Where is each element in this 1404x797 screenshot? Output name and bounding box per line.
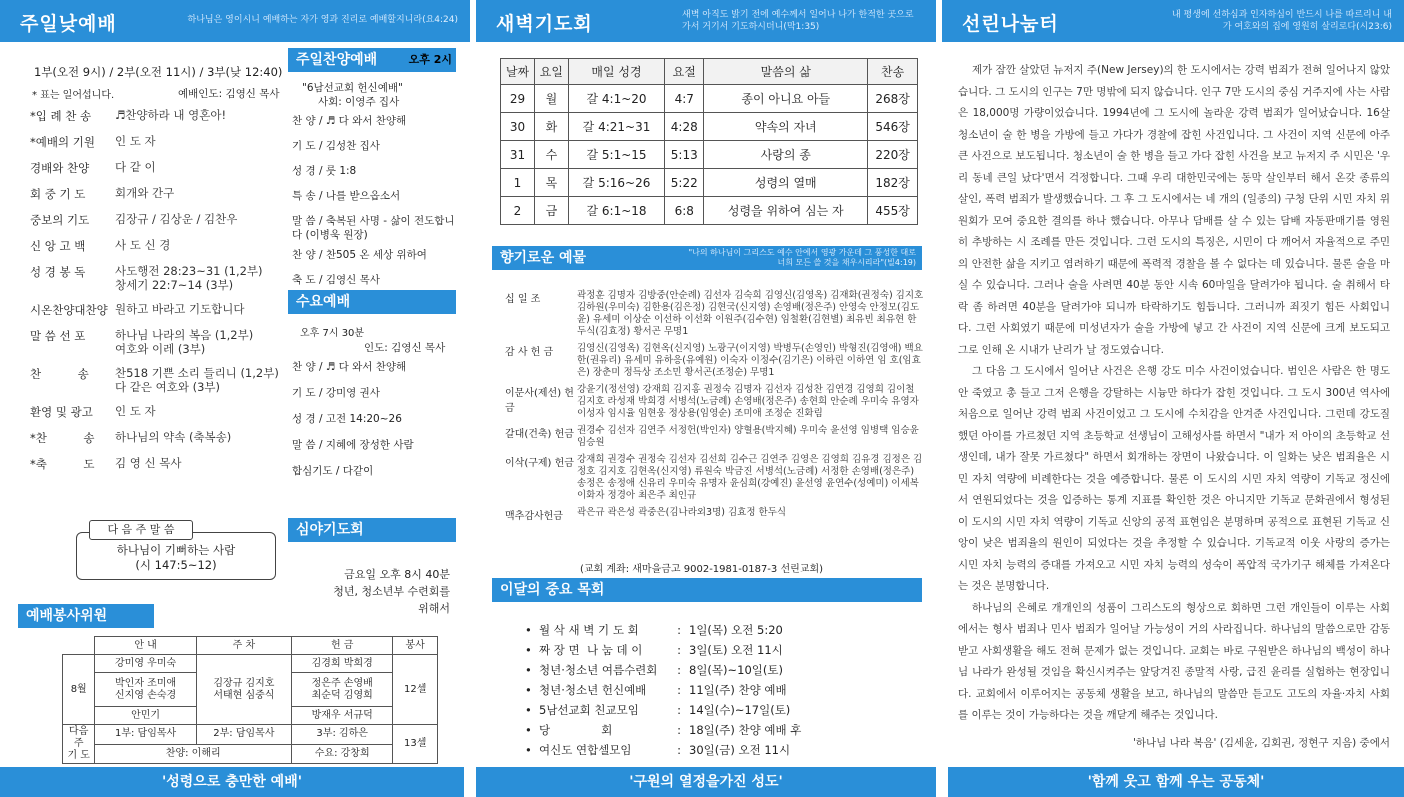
service-committee-header [18, 604, 154, 628]
wednesday-time: 오후 7시 30분 [300, 328, 365, 339]
events-header [492, 578, 922, 602]
wednesday-title: 수요예배 [296, 294, 351, 310]
sunday-worship-header [0, 0, 470, 42]
worship-order-label: 중보의 기도 [30, 213, 90, 227]
colon-separator: : [677, 663, 681, 677]
offering-row [505, 343, 925, 379]
dawn-cell: 4:7 [665, 85, 704, 113]
praise-order-item: 성 경 / 룻 1:8 [292, 165, 357, 177]
dawn-cell: 268장 [868, 85, 918, 113]
dawn-header-cell: 요일 [534, 59, 568, 85]
worship-order-value: ♬찬양하라 내 영혼아! [115, 108, 227, 122]
praise-order-item: 특 송 / 나를 받으옵소서 [292, 190, 401, 202]
worship-order-item [30, 328, 285, 366]
offering-row [505, 454, 925, 502]
event-item [525, 740, 925, 760]
dawn-cell: 성령을 위하여 심는 자 [704, 197, 868, 225]
col3-footer: '함께 웃고 함께 우는 공동체' [948, 767, 1404, 797]
dawn-cell: 1 [501, 169, 535, 197]
colon-separator: : [677, 683, 681, 697]
event-item [525, 680, 925, 700]
essay-paragraph: 그 다음 그 도시에서 일어난 사건은 은행 강도 미수 사건이었습니다. 범인은 사람은 한 명도 안 죽였고 총 들고 그저 은행을 강탈하는 시늉만 하다가 잡힌 것입니다. 그 도시 300년 역사에 처음으로 일어난 강력 범죄 사건이었고 그 도시에 수치감을 안겨준 사건입니다. 그런데 강도질했던 아이를 가르쳤던 지역 초등학교 선생님이 고해성사를 하면서 "내가 저 아이의 초등학교 선생인데, 내가 잘못 가르쳤다" 하면서 회개하는 장면이 나왔습니다. 이 일화는 낮은 범죄율은 시민 자치 역량에 비례한다는 것을 예증합니다. 물론 이 도시의 시민 자치 역량이 기독교 정신에서 연원되었다는 것을 입증하는 통계 지표를 확인한 것은 아니지만 기독교 문화권에서 형성된 이 도시의 시민 자치 역량이 기독교 신앙의 공적 표현임은 분명하며 공적으로 표현된 기독교 신앙이 낮은 범죄율의 원인이 되었다는 것을 추정할 수 있습니다. 기독교적 이웃 사랑의 증가는 시민 자치 능력의 증대를 가져오고 시민 자치 능력의 성숙이 폭압적 국가기구 해체를 가져온다는 것은 분명합니다. [958, 365, 1390, 592]
praise-order-item: 찬 양 / ♬ 다 와서 찬양해 [292, 115, 407, 127]
praise-host: 사회: 이영주 집사 [318, 96, 400, 108]
event-date: 1일(목) 오전 5:20 [689, 623, 783, 637]
event-name: 월 삭 새 벽 기 도 회 [539, 623, 639, 637]
offering-names: 권경수 김선자 김연주 서정헌(박인자) 양혈용(박지혜) 우미숙 윤선영 임병택 임승윤 임승원 [577, 425, 919, 448]
night-prayer-header [288, 518, 456, 542]
offering-row [505, 290, 925, 338]
sunday-worship-verse: 하나님은 영이시니 예배하는 자가 영과 진리로 예배할지니라(요4:24) [187, 15, 458, 25]
wednesday-order [292, 360, 460, 490]
praise-order-item: 찬 양 / 찬505 온 세상 위하여 [292, 249, 427, 261]
offerings-list [505, 290, 925, 527]
colon-separator: : [677, 723, 681, 737]
dawn-header-cell: 찬송 [868, 59, 918, 85]
worship-leader: 예배인도: 김영신 목사 [178, 88, 280, 100]
worship-order-value: 다 같 이 [115, 160, 156, 174]
event-date: 8일(목)~10일(토) [689, 663, 783, 677]
dawn-cell: 월 [534, 85, 568, 113]
events-title: 이달의 중요 목회 [500, 582, 605, 598]
worship-order-label: 신 앙 고 백 [30, 239, 86, 253]
dawn-header-cell: 요절 [665, 59, 704, 85]
service-committee-table [62, 636, 438, 764]
dawn-prayer-title: 새벽기도회 [496, 13, 593, 35]
event-date: 11일(주) 찬양 예배 [689, 683, 787, 697]
worship-order-value: 김 영 신 목사 [115, 456, 182, 470]
essay-paragraph: 하나님의 은혜로 개개인의 성품이 그리스도의 형상으로 회하면 그런 개인들이 이루는 사회에서는 형사 범죄나 민사 범죄가 일어날 가능성이 거의 사라집니다. 하나님의 말씀으로만 감동받고 사회생활을 해도 전혀 문제가 없는 것입니다. 교회는 바로 구원받은 하나님의 백성이 하나님 나라가 완성될 것임을 확신시켜주는 앞당겨진 종말적 사랑, 급진 윤리를 실험하는 현장입니다. 교회에서 이루어지는 공동체 생활을 보고, 하나님의 말씀만 듣고도 고도의 자율·자치 사회를 이루는 것이 가능하다는 것을 깨닫게 해주는 것입니다. [958, 601, 1390, 721]
sharing-header [942, 0, 1404, 42]
dawn-cell: 갈 5:1~15 [568, 141, 664, 169]
table-row: 다음주 기 도 1부: 담임목사 2부: 담임목사 3부: 김하은 13셀 [63, 725, 438, 745]
dawn-cell: 5:22 [665, 169, 704, 197]
worship-order-item [30, 186, 285, 212]
wednesday-order-item: 합심기도 / 다같이 [292, 465, 374, 477]
dawn-prayer-header [476, 0, 936, 42]
table-row [501, 85, 918, 113]
worship-order-value: 인 도 자 [115, 134, 156, 148]
praise-worship-header [288, 48, 456, 72]
worship-order-item [30, 108, 285, 134]
dawn-cell: 31 [501, 141, 535, 169]
dawn-cell: 갈 5:16~26 [568, 169, 664, 197]
event-item [525, 700, 925, 720]
dawn-cell: 종이 아니요 아들 [704, 85, 868, 113]
worship-order-value: 찬518 기쁜 소리 들리니 (1,2부) 다 같은 여호와 (3부) [115, 366, 279, 394]
next-week-box [76, 523, 276, 580]
worship-order-label: 말 씀 선 포 [30, 329, 86, 343]
worship-order-item [30, 404, 285, 430]
sharing-title: 선린나눔터 [962, 13, 1059, 35]
svc-next-week: 다음주 기 도 [63, 725, 95, 764]
table-row [501, 141, 918, 169]
offering-type: 감 사 헌 금 [505, 347, 554, 358]
worship-order-item [30, 430, 285, 456]
worship-order-label: 회 중 기 도 [30, 187, 86, 201]
essay-paragraph: 제가 잠깐 살았던 뉴저지 주(New Jersey)의 한 도시에서는 강력 범죄가 전혀 일어나지 않았습니다. 그 도시의 인구는 7만 명밖에 되지 않습니다. 인구 7만 도시의 중심 거주지에 사는 사람은 18,000명 가량이었습니다. 1994년에 그 도시에 놀라운 강력 범죄가 일어났습니다. 16살 청소년이 술 한 병을 가방에 들고 가다가 경찰에 잡힌 사건입니다. 그 사건이 지역 신문에 아주 큰 사건으로 보도됩니다. 청소년이 술 한 병을 들고 가다 잡힌 사건을 보고 뉴저지 주 시민은 '우리 동네 큰일 났다'면서 걱정합니다. 그때 우리 대한민국에는 동막 살인부터 해서 온갖 종류의 살인, 폭력 범죄가 발생했습니다. 그 후 그 도시에서는 네 개의 (일종의) 구청 단위 시민 자치 위원회가 모여 중요한 결의를 하나 했습니다. 아무나 담배를 살 수 있는 담배 자동판매기를 영원히 추방하는 시 조례를 만든 것입니다. 그런 도시의 특징은, 시민이 다 깨어서 자율적으로 주민의 안전한 삶을 지키고 염려하기 때문에 폭력적 경찰을 볼 수 없다는 데 있습니다. 물론 술을 마실 수 있습니다. 그러나 술을 사려면 40분 동안 시속 60마일을 달려가야 됩니다. 술 취해서 타락 좀 하려면 40분을 달려가야 되니까 타락하기도 힘듭니다. 그러니까 죄짓기 힘든 사회입니다. 그런 사회였기 때문에 미성년자가 술을 가방에 넣고 간 사건이 지역 신문에 크게 보도되고 그로 인해 온 시내가 난리가 날 정도였습니다. [958, 64, 1390, 356]
offering-names: 강재희 권경수 권정숙 김선자 김선희 김수근 김연주 김영은 김영희 김유경 김정은 김정호 김지호 김현옥(신지영) 류원숙 박금진 서병석(노금례) 서정한 손영배(정은주) 송정은 송정애 신유리 우미숙 유명자 윤심희(강예진) 윤선영 윤연수(성예미) 이세복 이화자 정경아 최은주 최인규 [577, 454, 923, 501]
svc-header-cell: 봉사 [393, 637, 438, 655]
colon-separator: : [677, 643, 681, 657]
dawn-prayer-table [500, 58, 918, 225]
offering-header [492, 246, 922, 270]
event-item [525, 660, 925, 680]
worship-order-value: 사도행전 28:23~31 (1,2부) 창세기 22:7~14 (3부) [115, 264, 263, 292]
bullet-icon: • [525, 683, 532, 697]
table-row: 안민기 방재우 서규덕 [63, 707, 438, 725]
worship-order-value: 사 도 신 경 [115, 238, 171, 252]
dawn-cell: 182장 [868, 169, 918, 197]
night-prayer-title: 심야기도회 [296, 522, 364, 538]
worship-order-value: 하나님 나라의 복음 (1,2부) 여호와 이레 (3부) [115, 328, 254, 356]
sunday-worship-title: 주일낮예배 [20, 13, 117, 35]
col1-footer: '성령으로 충만한 예배' [0, 767, 464, 797]
dawn-cell: 목 [534, 169, 568, 197]
dawn-cell: 455장 [868, 197, 918, 225]
wednesday-order-item: 기 도 / 강미영 권사 [292, 387, 380, 399]
event-name: 청년·청소년 헌신예배 [539, 683, 647, 697]
event-date: 14일(수)~17일(토) [689, 703, 791, 717]
essay-citation: '하나님 나라 복음' (김세윤, 김회권, 정현구 지음) 중에서 [1132, 736, 1390, 749]
worship-order-item [30, 456, 285, 482]
sharing-column [942, 0, 1404, 797]
worship-order-item [30, 264, 285, 302]
svc-header-usher: 안 내 [95, 637, 196, 655]
svc-month: 8월 [63, 655, 95, 725]
worship-order-value: 원하고 바라고 기도합니다 [115, 302, 245, 316]
event-date: 30일(금) 오전 11시 [689, 743, 791, 757]
praise-order-item: 축 도 / 김영신 목사 [292, 274, 380, 286]
praise-worship-time: 오후 2시 [408, 53, 452, 66]
service-committee-title: 예배봉사위원 [26, 608, 108, 624]
offering-type: 갈대(건축) 헌금 [505, 429, 574, 440]
sunday-worship-column [0, 0, 470, 797]
dawn-cell: 2 [501, 197, 535, 225]
colon-separator: : [677, 703, 681, 717]
offering-title: 향기로운 예물 [500, 250, 587, 266]
worship-order-item [30, 302, 285, 328]
offering-row [505, 507, 925, 522]
event-name: 당 회 [539, 723, 613, 737]
praise-order [292, 114, 460, 298]
worship-order-item [30, 238, 285, 264]
table-row: 박인자 조미애 신지영 손숙경 정은주 손영배 최순덕 김영희 [63, 673, 438, 707]
worship-order-label: 경배와 찬양 [30, 161, 90, 175]
svc-header-parking: 주 차 [196, 637, 291, 655]
offering-verse: "나의 하나님이 그리스도 예수 안에서 영광 가운데 그 풍성한 대로 너희 모든 쓸 것을 채우시리라"(빌4:19) [688, 248, 916, 267]
dawn-cell: 29 [501, 85, 535, 113]
praise-order-item: 기 도 / 김성찬 집사 [292, 140, 380, 152]
worship-order-label: *축 도 [30, 457, 95, 471]
praise-worship-title: 주일찬양예배 [296, 52, 378, 68]
worship-order-label: 환영 및 광고 [30, 405, 93, 419]
bullet-icon: • [525, 643, 532, 657]
worship-order-label: *입 례 찬 송 [30, 109, 92, 123]
events-list [525, 620, 925, 760]
svc-header-offering: 헌 금 [292, 637, 393, 655]
event-name: 짜 장 면 나 눔 데 이 [539, 643, 643, 657]
table-row [501, 197, 918, 225]
offering-row [505, 425, 925, 449]
dawn-cell: 성령의 열매 [704, 169, 868, 197]
dawn-cell: 화 [534, 113, 568, 141]
dawn-cell: 수 [534, 141, 568, 169]
dawn-cell: 갈 6:1~18 [568, 197, 664, 225]
dawn-prayer-verse: 새벽 아직도 밝기 전에 예수께서 일어나 나가 한적한 곳으로 가서 거기서 기도하시더니(막1:35) [682, 10, 914, 32]
dawn-prayer-column [470, 0, 942, 797]
worship-order-value: 하나님의 약속 (축복송) [115, 430, 232, 444]
next-week-title: 다 음 주 말 씀 [89, 520, 193, 540]
event-item [525, 620, 925, 640]
worship-order-item [30, 212, 285, 238]
event-date: 18일(주) 찬양 예배 후 [689, 723, 802, 737]
wednesday-order-item: 말 씀 / 지혜에 장성한 사람 [292, 439, 414, 451]
worship-order-label: 시온찬양대찬양 [30, 303, 108, 317]
essay [958, 60, 1390, 754]
offering-names: 김영신(김영옥) 김현옥(신지영) 노광구(이지영) 박병두(손영인) 박형진(김영애) 백요한(권유리) 유세미 유하응(유예원) 이숙자 이정수(김기은) 이하린 이하연 임 호(임효은) 장춘미 정득상 조소민 황서곤(조정순) 무명1 [577, 343, 923, 378]
event-name: 여신도 연합셀모임 [539, 743, 632, 757]
dawn-cell: 갈 4:1~20 [568, 85, 664, 113]
dawn-header-cell: 말씀의 삶 [704, 59, 868, 85]
order-of-worship [30, 108, 285, 482]
event-name: 5남선교회 친교모임 [539, 703, 639, 717]
praise-event: "6남선교회 헌신예배" [302, 82, 403, 94]
dawn-cell: 546장 [868, 113, 918, 141]
bullet-icon: • [525, 623, 532, 637]
table-row [501, 169, 918, 197]
dawn-cell: 약속의 자녀 [704, 113, 868, 141]
offering-type: 십 일 조 [505, 294, 541, 305]
offering-names: 강윤기(정선영) 강재희 김지홍 권정숙 김명자 김선자 김성찬 김연경 김영희 김이철 김지호 라성재 박희경 서병석(노금례) 손영배(정은주) 송현희 안순례 우미숙 유영자 이성자 임시율 임현웅 정상용(임영순) 조미애 조정순 진화림 [577, 384, 919, 419]
event-item [525, 640, 925, 660]
next-week-sermon: 하나님이 기뻐하는 사람 (시 147:5~12) [116, 543, 236, 572]
event-item [525, 720, 925, 740]
wednesday-order-item: 찬 양 / ♬ 다 와서 찬양해 [292, 361, 407, 373]
worship-order-label: *찬 송 [30, 431, 95, 445]
night-prayer-text: 금요일 오후 8시 40분 청년, 청소년부 수련회를 위해서 [333, 568, 450, 615]
bullet-icon: • [525, 743, 532, 757]
table-row [501, 113, 918, 141]
col2-footer: '구원의 열정을가진 성도' [476, 767, 936, 797]
dawn-cell: 30 [501, 113, 535, 141]
worship-order-label: 찬 송 [30, 367, 89, 381]
church-account: (교회 계좌: 새마을금고 9002-1981-0187-3 선린교회) [580, 564, 824, 575]
offering-names: 곽은규 곽은성 곽중은(김나라외3명) 김효정 한두식 [577, 507, 787, 518]
dawn-cell: 6:8 [665, 197, 704, 225]
table-row: 찬양: 이해리 수요: 강창희 [63, 744, 438, 764]
wednesday-header [288, 290, 456, 314]
offering-row [505, 384, 925, 420]
sharing-verse: 내 평생에 선하심과 인자하심이 반드시 나를 따르리니 내가 여호와의 집에 영원히 살리로다(시23:6) [1172, 10, 1392, 32]
event-date: 3일(토) 오전 11시 [689, 643, 783, 657]
offering-type: 이삭(구제) 헌금 [505, 458, 574, 469]
offering-names: 곽정훈 김명자 김방중(안순례) 김선자 김숙희 김영신(김영옥) 김재화(권정숙) 김지호 김하원(우미숙) 김한용(김은정) 김현국(신지영) 손영배(정은주) 안영숙 안정모(김도윤) 유세미 이상순 이선하 이선화 이원주(김수현) 임철환(김현별) 최유빈 최유현 한두식(김효정) 황서곤 무명1 [577, 290, 924, 337]
praise-order-item: 말 씀 / 축복된 사명 - 삶이 전도합니다 (이병욱 원장) [292, 215, 455, 241]
colon-separator: : [677, 743, 681, 757]
worship-order-value: 김장규 / 김상운 / 김찬우 [115, 212, 238, 226]
dawn-cell: 금 [534, 197, 568, 225]
table-row [63, 637, 438, 655]
wednesday-order-item: 성 경 / 고전 14:20~26 [292, 413, 402, 425]
worship-order-value: 회개와 간구 [115, 186, 175, 200]
table-row [501, 59, 918, 85]
worship-order-label: 성 경 봉 독 [30, 265, 86, 279]
bullet-icon: • [525, 723, 532, 737]
dawn-cell: 4:28 [665, 113, 704, 141]
worship-order-label: *예배의 기원 [30, 135, 95, 149]
offering-type: 이문사(제선) 헌금 [505, 388, 574, 414]
table-row: 8월 강미영 우미숙 김장규 김지호 서태현 심중식 김경희 박희경 12셀 [63, 655, 438, 673]
worship-order-item [30, 366, 285, 404]
service-times: 1부(오전 9시) / 2부(오전 11시) / 3부(낮 12:40) [34, 65, 283, 79]
event-name: 청년·청소년 여름수련회 [539, 663, 658, 677]
worship-order-value: 인 도 자 [115, 404, 156, 418]
dawn-header-cell: 날짜 [501, 59, 535, 85]
dawn-cell: 220장 [868, 141, 918, 169]
dawn-cell: 사랑의 종 [704, 141, 868, 169]
dawn-cell: 5:13 [665, 141, 704, 169]
worship-order-item [30, 160, 285, 186]
colon-separator: : [677, 623, 681, 637]
wednesday-leader: 인도: 김영신 목사 [364, 342, 446, 354]
bullet-icon: • [525, 663, 532, 677]
offering-type: 맥추감사헌금 [505, 511, 563, 522]
standing-note: * 표는 일어섭니다. [32, 90, 115, 101]
worship-order-item [30, 134, 285, 160]
dawn-cell: 갈 4:21~31 [568, 113, 664, 141]
dawn-header-cell: 매일 성경 [568, 59, 664, 85]
bullet-icon: • [525, 703, 532, 717]
